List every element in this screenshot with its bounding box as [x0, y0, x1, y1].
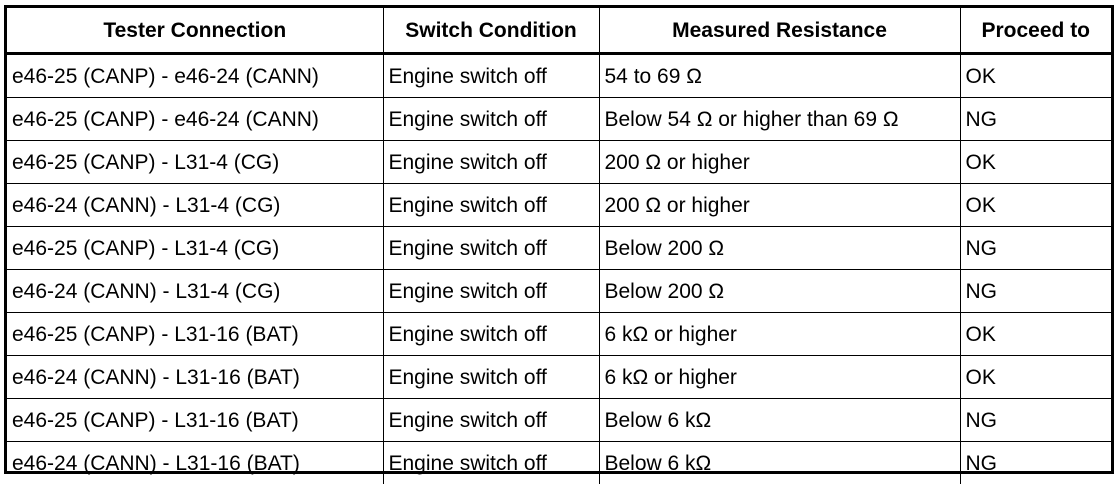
cell-tester-connection: e46-25 (CANP) - L31-4 (CG): [7, 141, 383, 184]
header-tester-connection: Tester Connection: [7, 8, 383, 54]
cell-proceed-to: OK: [960, 54, 1111, 98]
cell-tester-connection: e46-25 (CANP) - e46-24 (CANN): [7, 98, 383, 141]
cell-measured-resistance: 200 Ω or higher: [599, 141, 960, 184]
table-row: [7, 356, 1111, 399]
cell-measured-resistance: Below 6 kΩ: [599, 442, 960, 484]
table-row: [7, 141, 1111, 184]
table-row: [7, 399, 1111, 442]
header-proceed-to: Proceed to: [960, 8, 1111, 54]
cell-proceed-to: NG: [960, 442, 1111, 484]
cell-tester-connection: e46-25 (CANP) - e46-24 (CANN): [7, 54, 383, 98]
table-row: [7, 227, 1111, 270]
cell-switch-condition: Engine switch off: [383, 54, 599, 98]
cell-proceed-to: OK: [960, 356, 1111, 399]
table-row: [7, 98, 1111, 141]
cell-measured-resistance: 6 kΩ or higher: [599, 313, 960, 356]
cell-switch-condition: Engine switch off: [383, 270, 599, 313]
table-row: [7, 313, 1111, 356]
cell-measured-resistance: Below 6 kΩ: [599, 399, 960, 442]
header-measured-resistance: Measured Resistance: [599, 8, 960, 54]
cell-measured-resistance: Below 200 Ω: [599, 227, 960, 270]
cell-measured-resistance: 200 Ω or higher: [599, 184, 960, 227]
cell-tester-connection: e46-24 (CANN) - L31-4 (CG): [7, 184, 383, 227]
cell-measured-resistance: 54 to 69 Ω: [599, 54, 960, 98]
cell-measured-resistance: Below 200 Ω: [599, 270, 960, 313]
table-row: [7, 184, 1111, 227]
cell-switch-condition: Engine switch off: [383, 356, 599, 399]
cell-proceed-to: OK: [960, 141, 1111, 184]
cell-proceed-to: NG: [960, 270, 1111, 313]
cell-proceed-to: OK: [960, 184, 1111, 227]
cell-switch-condition: Engine switch off: [383, 442, 599, 484]
cell-switch-condition: Engine switch off: [383, 98, 599, 141]
cell-proceed-to: NG: [960, 399, 1111, 442]
table-row: [7, 270, 1111, 313]
cell-proceed-to: NG: [960, 98, 1111, 141]
cell-switch-condition: Engine switch off: [383, 313, 599, 356]
cell-measured-resistance: 6 kΩ or higher: [599, 356, 960, 399]
cell-tester-connection: e46-24 (CANN) - L31-16 (BAT): [7, 356, 383, 399]
cell-measured-resistance: Below 54 Ω or higher than 69 Ω: [599, 98, 960, 141]
header-switch-condition: Switch Condition: [383, 8, 599, 54]
cell-tester-connection: e46-25 (CANP) - L31-16 (BAT): [7, 313, 383, 356]
cell-switch-condition: Engine switch off: [383, 141, 599, 184]
cell-tester-connection: e46-25 (CANP) - L31-4 (CG): [7, 227, 383, 270]
cell-tester-connection: e46-25 (CANP) - L31-16 (BAT): [7, 399, 383, 442]
cell-proceed-to: OK: [960, 313, 1111, 356]
resistance-spec-table-frame: [4, 5, 1114, 474]
table-header-row: [7, 8, 1111, 54]
cell-switch-condition: Engine switch off: [383, 227, 599, 270]
table-row: [7, 442, 1111, 484]
cell-tester-connection: e46-24 (CANN) - L31-4 (CG): [7, 270, 383, 313]
resistance-spec-table: [7, 8, 1111, 484]
cell-switch-condition: Engine switch off: [383, 399, 599, 442]
cell-tester-connection: e46-24 (CANN) - L31-16 (BAT): [7, 442, 383, 484]
cell-proceed-to: NG: [960, 227, 1111, 270]
table-row: [7, 54, 1111, 98]
cell-switch-condition: Engine switch off: [383, 184, 599, 227]
